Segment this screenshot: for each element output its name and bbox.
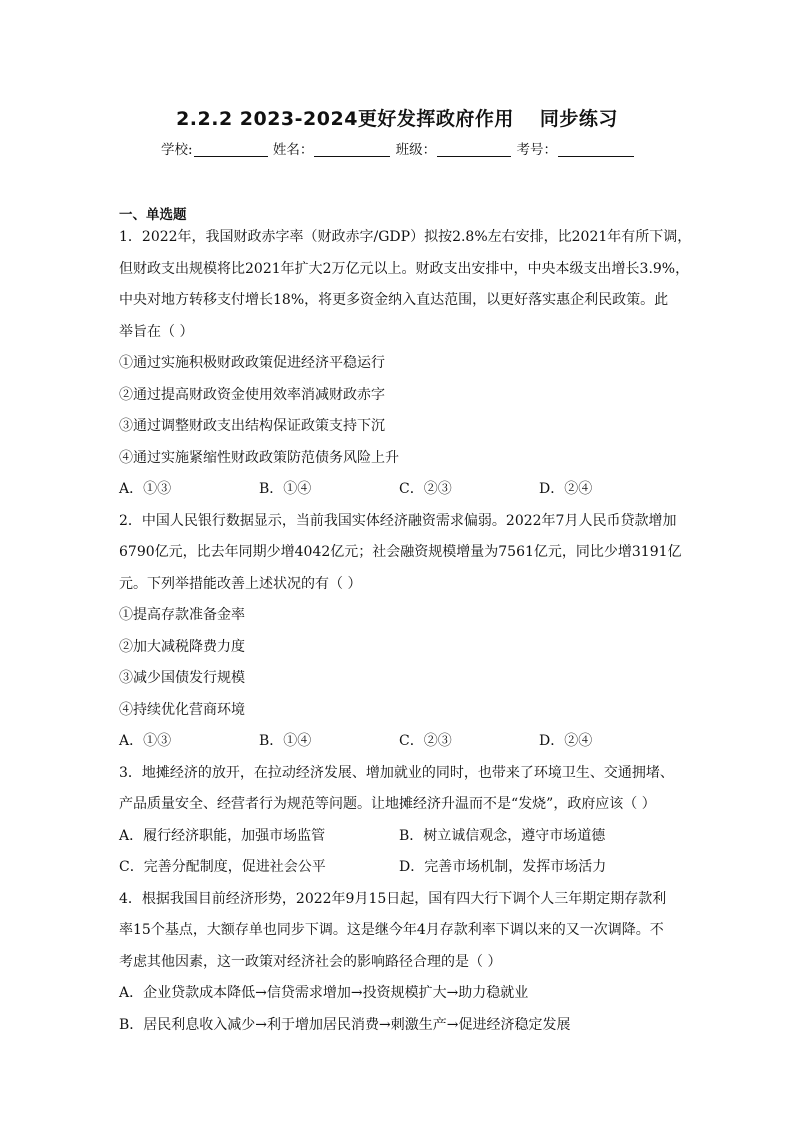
answer-options [119, 726, 679, 758]
question-line: 产品质量安全、经营者行为规范等问题。让地摊经济升温而不是“发烧”，政府应该（ ） [119, 796, 656, 812]
question-line: 6790亿元，比去年同期少增4042亿元；社会融资规模增量为7561亿元，同比少增3191亿 [119, 544, 682, 560]
page-title [0, 104, 794, 131]
option-b[interactable]: B．居民利息收入减少→利于增加居民消费→刺激生产→促进经济稳定发展 [119, 1016, 571, 1033]
question-1 [119, 222, 692, 506]
option-a[interactable]: A．①③ [119, 481, 172, 497]
answer-options [119, 821, 679, 853]
question-line: 举旨在（ ） [119, 323, 194, 340]
school-blank[interactable] [194, 142, 268, 157]
question-line: 率15个基点，大额存单也同步下调。这是继今年4月存款利率下调以来的又一次调降。不 [119, 922, 664, 938]
question-3 [119, 758, 679, 884]
option-c[interactable]: C．完善分配制度，促进社会公平 [119, 859, 326, 875]
question-line: 3．地摊经济的放开，在拉动经济发展、增加就业的同时，也带来了环境卫生、交通拥堵、 [119, 764, 674, 781]
option-d[interactable]: D．完善市场机制，发挥市场活力 [399, 859, 607, 875]
question-line: 但财政支出规模将比2021年扩大2万亿元以上。财政支出安排中，中央本级支出增长3.9%， [119, 260, 690, 277]
statement-item: ②加大减税降费力度 [119, 638, 245, 655]
option-b[interactable]: B．①④ [259, 481, 312, 497]
option-c[interactable]: C．②③ [399, 733, 452, 749]
name-label: 姓名： [272, 142, 314, 158]
option-c[interactable]: C．②③ [399, 481, 452, 497]
statement-item: ③减少国债发行规模 [119, 670, 245, 686]
question-line: 4．根据我国目前经济形势，2022年9月15日起，国有四大行下调个人三年期定期存款利 [119, 890, 667, 907]
student-info [0, 138, 794, 158]
question-line: 中央对地方转移支付增长18%，将更多资金纳入直达范围，以更好落实惠企利民政策。此 [119, 292, 669, 308]
section-heading: 一、单选题 [119, 207, 187, 223]
answer-options [119, 852, 679, 884]
option-b[interactable]: B．①④ [259, 733, 312, 749]
number-label: 考号： [516, 142, 557, 158]
statement-item: ④通过实施紧缩性财政政策防范债务风险上升 [119, 449, 399, 466]
statement-item: ③通过调整财政支出结构保证政策支持下沉 [119, 418, 385, 434]
option-b[interactable]: B．树立诚信观念，遵守市场道德 [399, 827, 606, 844]
answer-options [119, 474, 679, 506]
statement-item: ②通过提高财政资金使用效率消减财政赤字 [119, 386, 385, 403]
option-a[interactable]: A．履行经济职能，加强市场监管 [119, 827, 326, 844]
statement-item: ④持续优化营商环境 [119, 701, 245, 718]
statement-item: ①通过实施积极财政政策促进经济平稳运行 [119, 355, 385, 371]
option-d[interactable]: D．②④ [539, 481, 593, 497]
school-label: 学校: [161, 142, 193, 158]
class-blank[interactable] [437, 142, 511, 157]
question-line: 2．中国人民银行数据显示，当前我国实体经济融资需求偏弱。2022年7月人民币贷款增加 [119, 512, 677, 529]
number-blank[interactable] [558, 142, 634, 157]
question-line: 1．2022年，我国财政赤字率（财政赤字/GDP）拟按2.8%左右安排，比2021年有所下调， [119, 229, 692, 245]
question-4 [119, 884, 679, 1042]
class-label: 班级： [395, 142, 437, 158]
option-d[interactable]: D．②④ [539, 733, 593, 749]
question-2 [119, 506, 682, 758]
title-sub: 同步练习 [539, 108, 618, 130]
question-line: 元。下列举措能改善上述状况的有（ ） [119, 575, 362, 592]
option-a[interactable]: A．企业贷款成本降低→信贷需求增加→投资规模扩大→助力稳就业 [119, 985, 529, 1001]
questions [119, 222, 692, 1041]
name-blank[interactable] [314, 142, 390, 157]
title-main: 2.2.2 2023-2024更好发挥政府作用 [176, 108, 514, 130]
question-line: 考虑其他因素，这一政策对经济社会的影响路径合理的是（ ） [119, 953, 502, 970]
option-a[interactable]: A．①③ [119, 733, 172, 749]
statement-item: ①提高存款准备金率 [119, 607, 245, 623]
